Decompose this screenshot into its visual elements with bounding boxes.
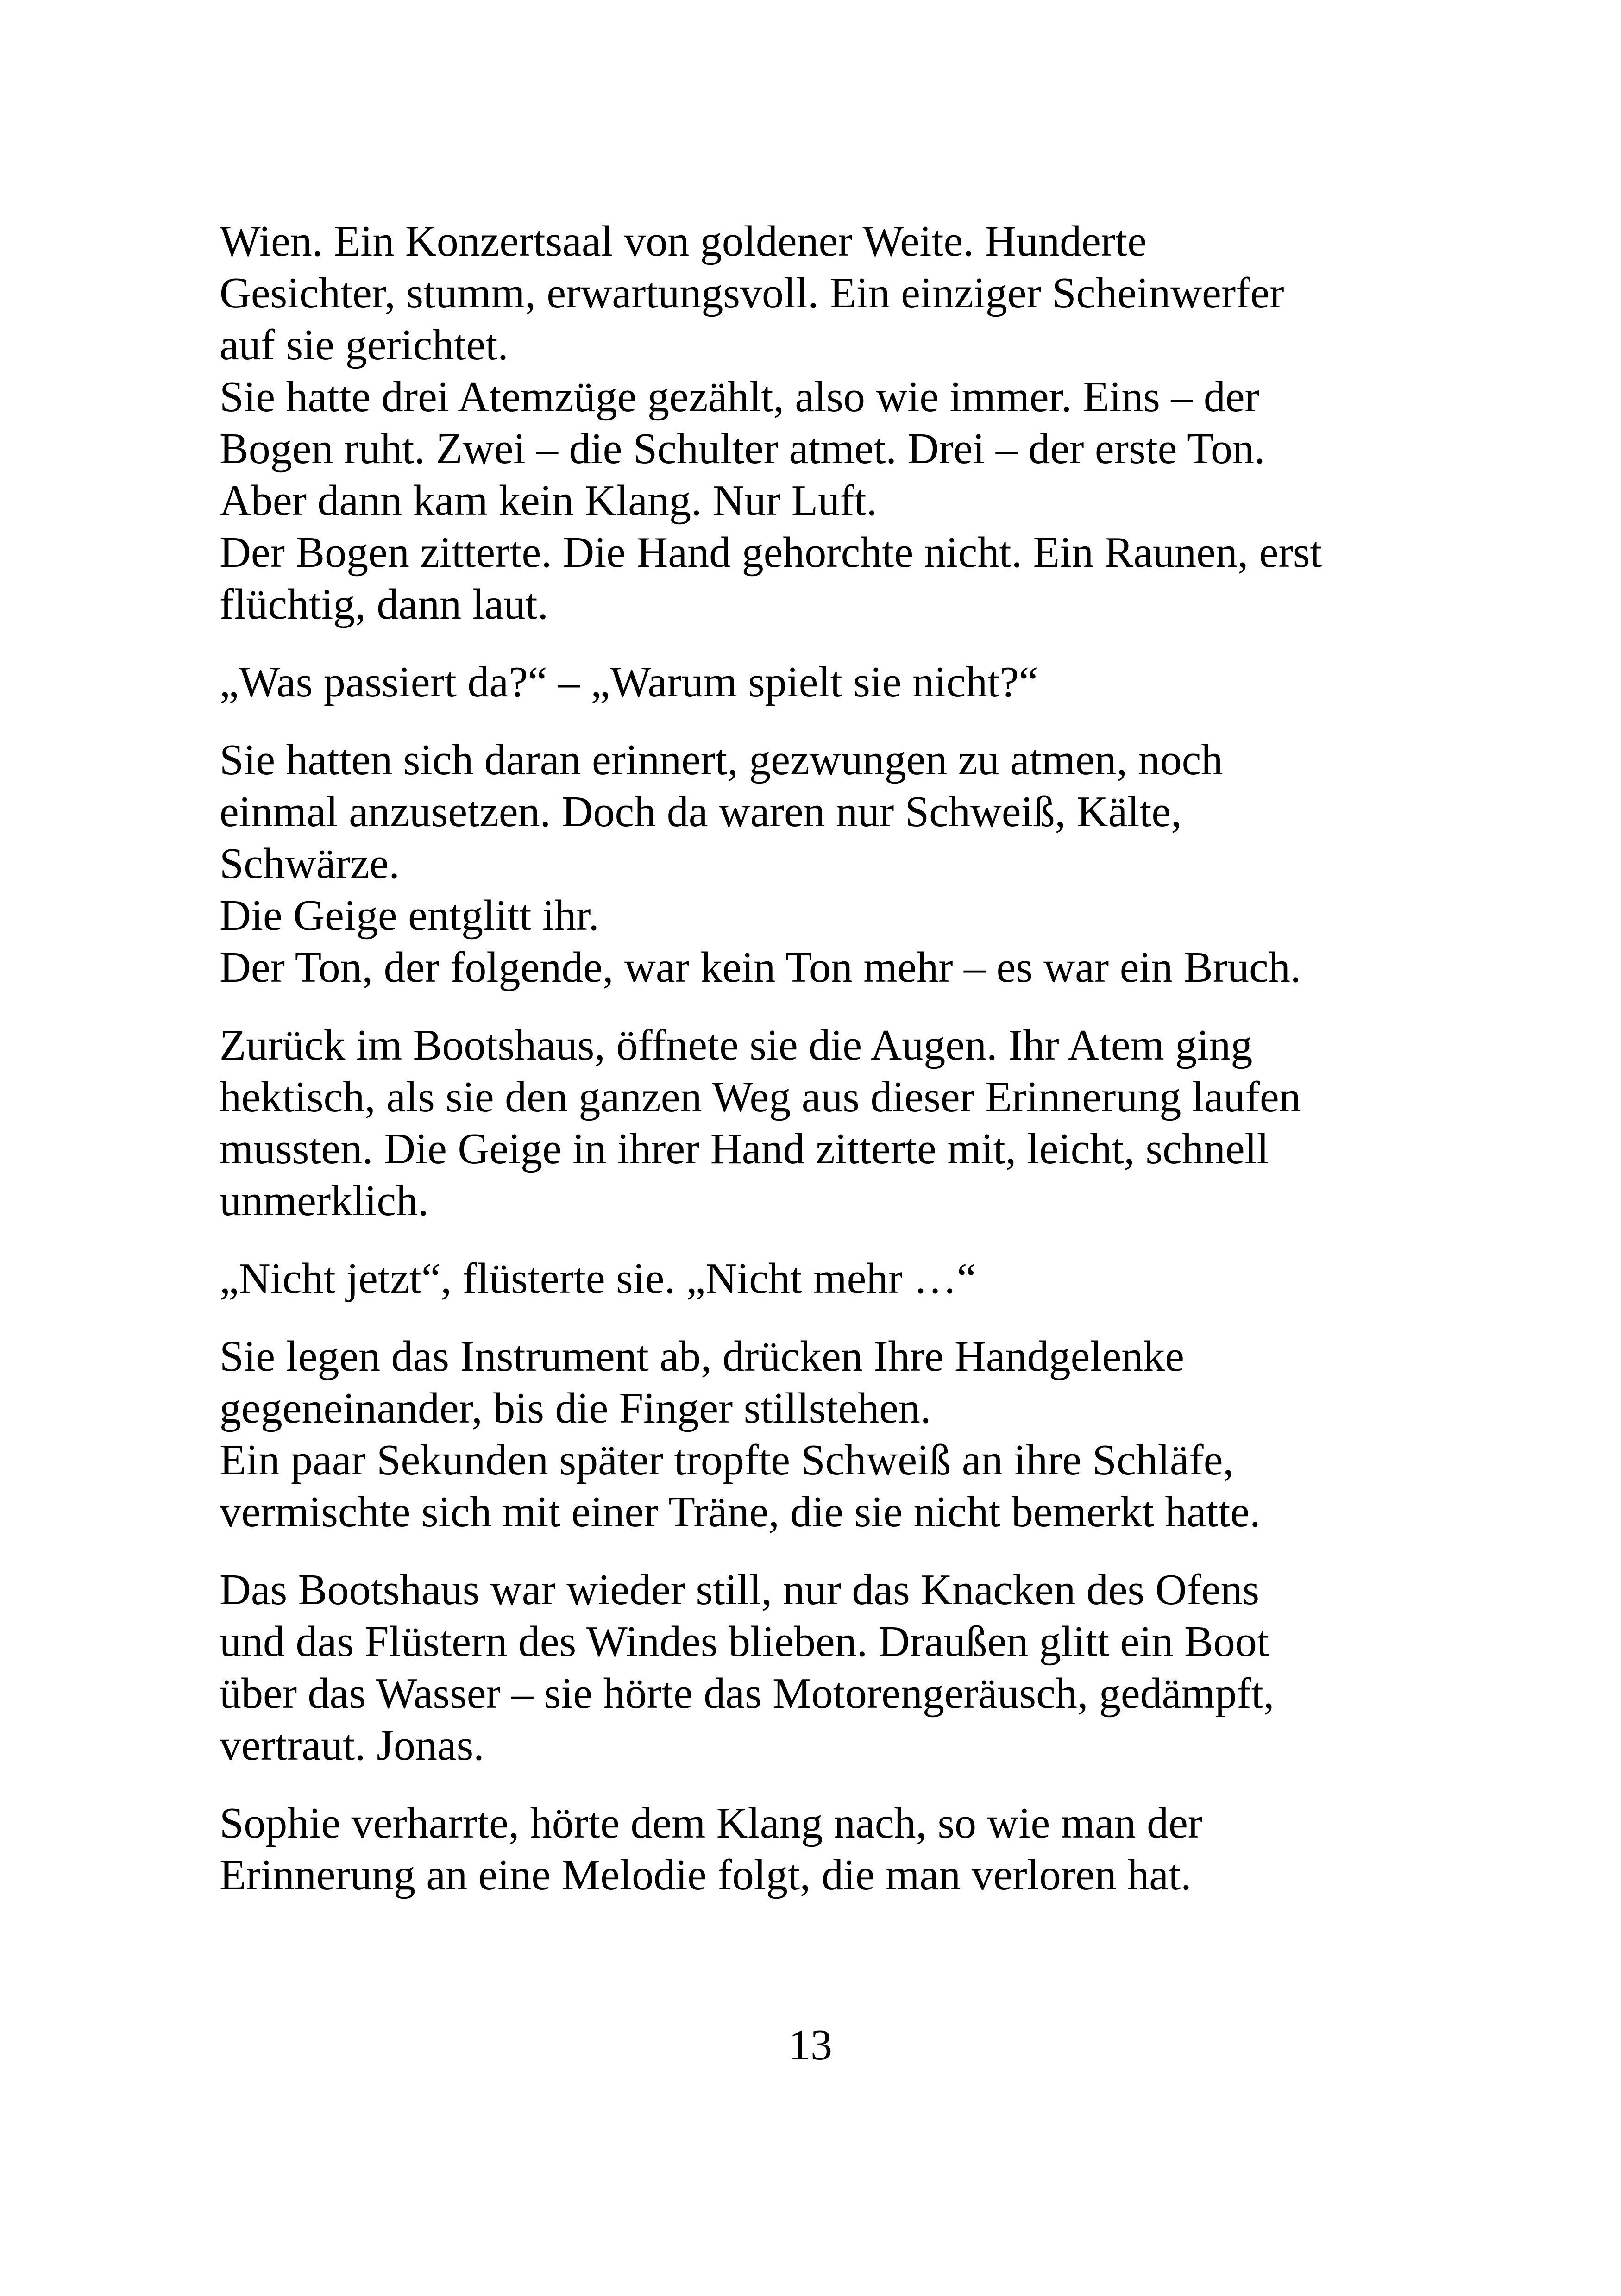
paragraph [220, 1564, 1433, 1771]
text-line: Der Bogen zitterte. Die Hand gehorchte nicht. Ein Raunen, erst [220, 528, 1322, 577]
text-line: über das Wasser – sie hörte das Motorengeräusch, gedämpft, [220, 1669, 1275, 1718]
text-line: Ein paar Sekunden später tropfte Schweiß an ihre Schläfe, [220, 1436, 1234, 1484]
text-line: flüchtig, dann laut. [220, 580, 549, 628]
paragraph [220, 1330, 1433, 1538]
page-number: 13 [789, 2021, 832, 2069]
text-line: Das Bootshaus war wieder still, nur das Knacken des Ofens [220, 1566, 1260, 1614]
paragraph [220, 1797, 1433, 1901]
text-line: „Was passiert da?“ – „Warum spielt sie nicht?“ [220, 658, 1038, 706]
text-line: Schwärze. [220, 840, 400, 888]
text-line: Bogen ruht. Zwei – die Schulter atmet. Drei – der erste Ton. [220, 425, 1265, 473]
text-line: Sie legen das Instrument ab, drücken Ihre Handgelenke [220, 1332, 1184, 1380]
text-line: „Nicht jetzt“, flüsterte sie. „Nicht mehr …“ [220, 1255, 976, 1303]
text-line: und das Flüstern des Windes blieben. Draußen glitt ein Boot [220, 1618, 1269, 1666]
text-line: mussten. Die Geige in ihrer Hand zitterte mit, leicht, schnell [220, 1125, 1269, 1173]
text-line: Die Geige entglitt ihr. [220, 891, 599, 940]
text-line: auf sie gerichtet. [220, 321, 509, 369]
paragraph [220, 1253, 1433, 1305]
text-line: Erinnerung an eine Melodie folgt, die man verloren hat. [220, 1851, 1192, 1899]
text-line: vermischte sich mit einer Träne, die sie nicht bemerkt hatte. [220, 1488, 1261, 1536]
text-line: Aber dann kam kein Klang. Nur Luft. [220, 477, 878, 525]
paragraph [220, 1019, 1433, 1227]
paragraph [220, 656, 1433, 708]
text-line: Zurück im Bootshaus, öffnete sie die Augen. Ihr Atem ging [220, 1021, 1253, 1069]
body-text [220, 215, 1433, 1927]
text-line: vertraut. Jonas. [220, 1721, 484, 1769]
text-line: Sie hatten sich daran erinnert, gezwungen zu atmen, noch [220, 736, 1223, 784]
text-line: gegeneinander, bis die Finger stillstehen. [220, 1384, 931, 1432]
text-line: einmal anzusetzen. Doch da waren nur Schweiß, Kälte, [220, 788, 1182, 836]
text-line: unmerklich. [220, 1177, 429, 1225]
paragraph [220, 215, 1433, 630]
text-line: Sophie verharrte, hörte dem Klang nach, so wie man der [220, 1799, 1203, 1847]
text-line: hektisch, als sie den ganzen Weg aus dieser Erinnerung laufen [220, 1073, 1301, 1121]
text-line: Sie hatte drei Atemzüge gezählt, also wie immer. Eins – der [220, 373, 1259, 421]
text-line: Wien. Ein Konzertsaal von goldener Weite. Hunderte [220, 217, 1147, 265]
text-line: Der Ton, der folgende, war kein Ton mehr – es war ein Bruch. [220, 943, 1301, 991]
paragraph [220, 734, 1433, 993]
text-line: Gesichter, stumm, erwartungsvoll. Ein einziger Scheinwerfer [220, 269, 1284, 317]
